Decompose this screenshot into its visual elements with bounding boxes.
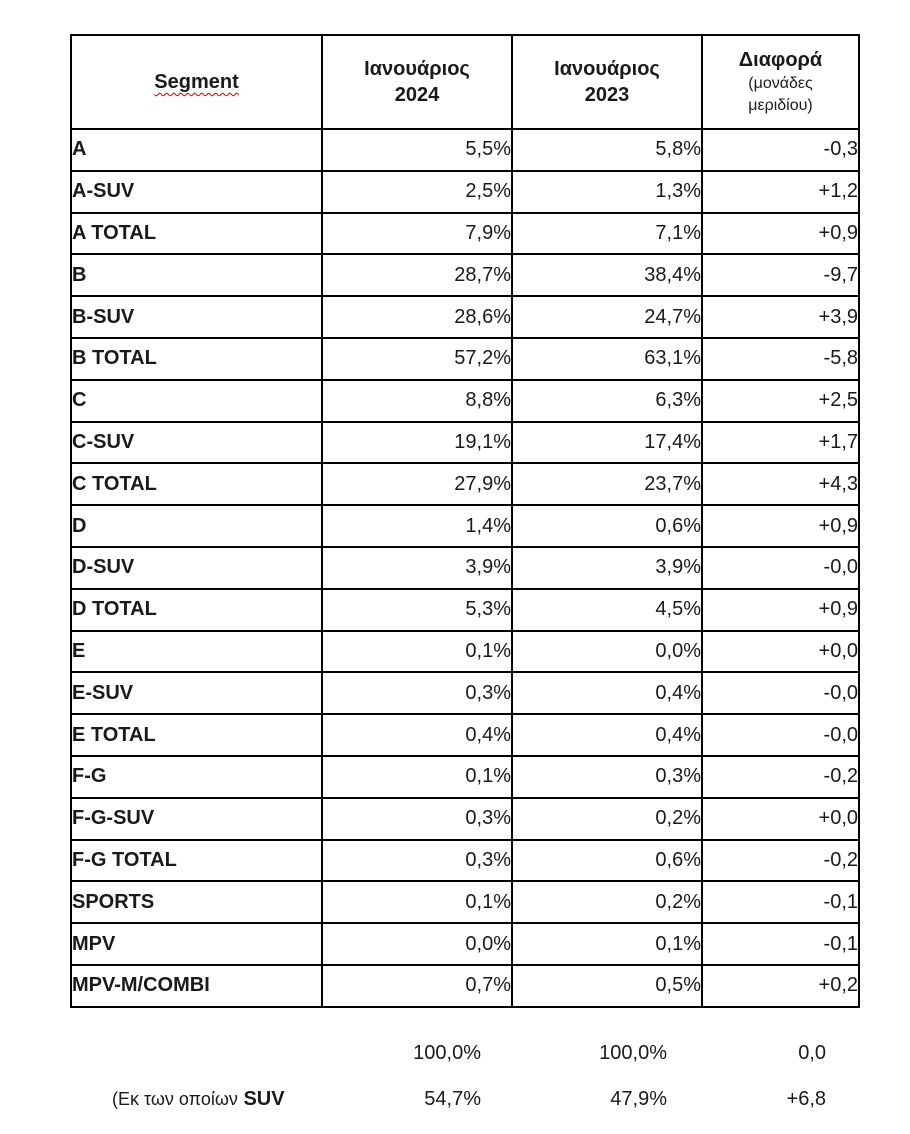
suv-row: [70, 1080, 854, 1120]
jan2023-cell: 0,2%: [512, 881, 702, 923]
diff-cell: +0,9: [702, 589, 859, 631]
segment-cell: C: [71, 380, 322, 422]
table-row: [71, 213, 859, 255]
table-row: [71, 756, 859, 798]
diff-cell: +3,9: [702, 296, 859, 338]
suv-label-bold: SUV: [243, 1088, 285, 1110]
diff-cell: +0,0: [702, 631, 859, 673]
jan2024-cell: 0,3%: [322, 798, 512, 840]
jan2024-cell: 1,4%: [322, 505, 512, 547]
diff-cell: -0,1: [702, 923, 859, 965]
jan2023-cell: 0,5%: [512, 965, 702, 1007]
jan2024-cell: 2,5%: [322, 171, 512, 213]
jan2023-header-line1: Ιανουάριος: [554, 58, 660, 80]
jan2023-cell: 24,7%: [512, 296, 702, 338]
segment-cell: A-SUV: [71, 171, 322, 213]
jan2023-cell: 4,5%: [512, 589, 702, 631]
table-row: [71, 296, 859, 338]
segment-cell: MPV: [71, 923, 322, 965]
diff-cell: +0,0: [702, 798, 859, 840]
segment-cell: F-G-SUV: [71, 798, 322, 840]
jan2023-cell: 0,4%: [512, 714, 702, 756]
diff-cell: +0,9: [702, 505, 859, 547]
jan2024-cell: 19,1%: [322, 422, 512, 464]
table-row: [71, 881, 859, 923]
jan2024-cell: 0,1%: [322, 881, 512, 923]
table-row: [71, 171, 859, 213]
diff-cell: -0,0: [702, 672, 859, 714]
table-row: [71, 714, 859, 756]
suv-label: [112, 1088, 285, 1111]
jan2023-cell: 17,4%: [512, 422, 702, 464]
jan2024-cell: 3,9%: [322, 547, 512, 589]
segment-cell: B TOTAL: [71, 338, 322, 380]
total-jan2024: 100,0%: [413, 1042, 481, 1064]
diff-cell: +1,2: [702, 171, 859, 213]
diff-cell: -0,0: [702, 714, 859, 756]
jan2023-cell: 0,0%: [512, 631, 702, 673]
jan2024-cell: 0,0%: [322, 923, 512, 965]
diff-header-line2: (μονάδες: [748, 75, 813, 93]
table-row: [71, 672, 859, 714]
diff-cell: +0,9: [702, 213, 859, 255]
table-row: [71, 547, 859, 589]
segment-cell: D: [71, 505, 322, 547]
table-row: [71, 380, 859, 422]
jan2023-cell: 6,3%: [512, 380, 702, 422]
jan2024-cell: 8,8%: [322, 380, 512, 422]
jan2023-cell: 3,9%: [512, 547, 702, 589]
table-row: [71, 254, 859, 296]
diff-cell: -0,0: [702, 547, 859, 589]
jan2023-cell: 0,3%: [512, 756, 702, 798]
table-row: [71, 631, 859, 673]
jan2023-cell: 23,7%: [512, 463, 702, 505]
jan2024-cell: 0,1%: [322, 631, 512, 673]
segment-share-table: [70, 34, 860, 1008]
segment-cell: MPV-M/COMBI: [71, 965, 322, 1007]
diff-cell: -0,3: [702, 129, 859, 171]
segment-header-label: Segment: [154, 71, 239, 93]
segment-cell: B: [71, 254, 322, 296]
table-row: [71, 589, 859, 631]
table-row: [71, 463, 859, 505]
diff-cell: +1,7: [702, 422, 859, 464]
jan2023-header-line2: 2023: [584, 84, 630, 106]
suv-diff: +6,8: [786, 1088, 826, 1110]
table-row: [71, 338, 859, 380]
jan2024-header-line2: 2024: [394, 84, 440, 106]
suv-label-prefix: (Εκ των οποίων: [112, 1089, 238, 1109]
jan2023-cell: 0,6%: [512, 840, 702, 882]
jan2023-cell: 0,6%: [512, 505, 702, 547]
segment-cell: E: [71, 631, 322, 673]
suv-jan2023: 47,9%: [610, 1088, 667, 1110]
jan2024-cell: 0,4%: [322, 714, 512, 756]
jan2024-cell: 0,3%: [322, 672, 512, 714]
jan2024-cell: 0,3%: [322, 840, 512, 882]
segment-cell: D TOTAL: [71, 589, 322, 631]
jan2024-cell: 5,3%: [322, 589, 512, 631]
diff-header-line1: Διαφορά: [738, 49, 823, 72]
jan2023-cell: 38,4%: [512, 254, 702, 296]
col-header-segment: [71, 35, 322, 129]
diff-cell: +0,2: [702, 965, 859, 1007]
diff-cell: -0,2: [702, 756, 859, 798]
segment-cell: F-G TOTAL: [71, 840, 322, 882]
jan2024-cell: 0,7%: [322, 965, 512, 1007]
diff-cell: +2,5: [702, 380, 859, 422]
jan2023-cell: 63,1%: [512, 338, 702, 380]
jan2024-cell: 0,1%: [322, 756, 512, 798]
segment-cell: B-SUV: [71, 296, 322, 338]
jan2024-header-line1: Ιανουάριος: [364, 58, 470, 80]
diff-cell: +4,3: [702, 463, 859, 505]
table-row: [71, 798, 859, 840]
diff-header-line3: μεριδίου): [748, 97, 813, 114]
jan2024-cell: 28,6%: [322, 296, 512, 338]
jan2024-cell: 7,9%: [322, 213, 512, 255]
total-jan2023: 100,0%: [599, 1042, 667, 1064]
suv-jan2024: 54,7%: [424, 1088, 481, 1110]
table-row: [71, 965, 859, 1007]
col-header-jan-2023: [512, 35, 702, 129]
jan2023-cell: 0,1%: [512, 923, 702, 965]
jan2024-cell: 5,5%: [322, 129, 512, 171]
diff-cell: -5,8: [702, 338, 859, 380]
jan2024-cell: 57,2%: [322, 338, 512, 380]
totals-row: [70, 1034, 854, 1074]
table-row: [71, 923, 859, 965]
segment-cell: E-SUV: [71, 672, 322, 714]
segment-cell: SPORTS: [71, 881, 322, 923]
segment-cell: E TOTAL: [71, 714, 322, 756]
diff-cell: -9,7: [702, 254, 859, 296]
diff-cell: -0,1: [702, 881, 859, 923]
jan2023-cell: 0,4%: [512, 672, 702, 714]
table-row: [71, 840, 859, 882]
jan2023-cell: 1,3%: [512, 171, 702, 213]
col-header-difference: [702, 35, 859, 129]
jan2024-cell: 27,9%: [322, 463, 512, 505]
total-diff: 0,0: [798, 1042, 826, 1064]
segment-cell: A TOTAL: [71, 213, 322, 255]
table-row: [71, 129, 859, 171]
table-row: [71, 505, 859, 547]
jan2023-cell: 7,1%: [512, 213, 702, 255]
segment-cell: C TOTAL: [71, 463, 322, 505]
col-header-jan-2024: [322, 35, 512, 129]
segment-cell: D-SUV: [71, 547, 322, 589]
table-row: [71, 422, 859, 464]
jan2024-cell: 28,7%: [322, 254, 512, 296]
segment-cell: F-G: [71, 756, 322, 798]
segment-cell: A: [71, 129, 322, 171]
jan2023-cell: 5,8%: [512, 129, 702, 171]
jan2023-cell: 0,2%: [512, 798, 702, 840]
table-header-row: [71, 35, 859, 129]
diff-cell: -0,2: [702, 840, 859, 882]
segment-cell: C-SUV: [71, 422, 322, 464]
